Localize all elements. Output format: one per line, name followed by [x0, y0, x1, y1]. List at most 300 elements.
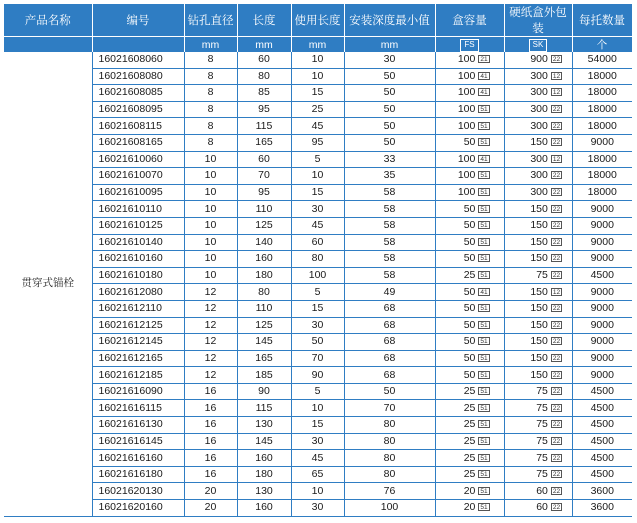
carton-type-badge-icon: 22	[552, 404, 561, 412]
box-type-badge-icon: 51	[480, 139, 488, 147]
table-row	[4, 101, 632, 118]
code-cell: 16021616115	[92, 400, 184, 417]
carton-value: 150	[530, 136, 548, 149]
box-qty-cell	[435, 184, 504, 201]
carton-type-badge-icon: 12	[552, 155, 561, 163]
carton-value: 150	[530, 368, 548, 381]
min-depth-cell: 49	[344, 284, 435, 301]
table-row	[4, 52, 632, 68]
pallet-cell: 18000	[572, 118, 632, 135]
table-row	[4, 300, 632, 317]
drill-diameter-cell: 10	[184, 251, 237, 268]
table-row	[4, 466, 632, 483]
carton-value: 75	[536, 418, 548, 431]
usable-length-cell: 15	[291, 300, 344, 317]
carton-value: 150	[530, 235, 548, 248]
usable-length-cell: 70	[291, 350, 344, 367]
header-usable-length: 使用长度	[291, 4, 344, 37]
box-type-badge-icon: 51	[480, 205, 488, 213]
box-type-badge-icon: 51	[480, 471, 488, 479]
box-qty-value: 100	[457, 86, 476, 99]
code-cell: 16021610140	[92, 234, 184, 251]
box-type-badge-icon: 21	[480, 56, 488, 64]
length-cell: 145	[237, 433, 291, 450]
drill-diameter-cell: 16	[184, 433, 237, 450]
carton-cell	[504, 466, 572, 483]
table-row	[4, 85, 632, 102]
code-cell: 16021616130	[92, 417, 184, 434]
box-qty-value: 100	[457, 186, 476, 199]
min-depth-cell: 76	[344, 483, 435, 500]
min-depth-cell: 58	[344, 184, 435, 201]
carton-type-badge-icon: 22	[552, 437, 561, 445]
min-depth-cell: 50	[344, 85, 435, 102]
carton-value: 150	[530, 219, 548, 232]
box-qty-cell	[435, 201, 504, 218]
min-depth-cell: 58	[344, 251, 435, 268]
box-qty-cell	[435, 466, 504, 483]
usable-length-cell: 5	[291, 383, 344, 400]
min-depth-cell: 68	[344, 300, 435, 317]
length-cell: 115	[237, 400, 291, 417]
unit-code	[92, 37, 184, 53]
unit-row	[4, 37, 632, 53]
table-row	[4, 400, 632, 417]
box-qty-value: 25	[463, 385, 476, 398]
table-row	[4, 134, 632, 151]
carton-value: 300	[530, 103, 548, 116]
carton-value: 75	[536, 401, 548, 414]
box-qty-cell	[435, 168, 504, 185]
code-cell: 16021612125	[92, 317, 184, 334]
table-row	[4, 317, 632, 334]
drill-diameter-cell: 8	[184, 118, 237, 135]
table-row	[4, 367, 632, 384]
table-row	[4, 483, 632, 500]
min-depth-cell: 100	[344, 500, 435, 517]
drill-diameter-cell: 12	[184, 284, 237, 301]
carton-type-badge-icon: 22	[552, 172, 561, 180]
carton-cell	[504, 134, 572, 151]
table-row	[4, 118, 632, 135]
length-cell: 95	[237, 184, 291, 201]
header-drill-diameter: 钻孔直径	[184, 4, 237, 37]
box-type-badge-icon: 51	[480, 106, 488, 114]
length-cell: 90	[237, 383, 291, 400]
carton-value: 150	[530, 202, 548, 215]
usable-length-cell: 30	[291, 433, 344, 450]
carton-type-badge-icon: 22	[552, 272, 561, 280]
usable-length-cell: 100	[291, 267, 344, 284]
carton-value: 900	[530, 53, 548, 66]
box-qty-value: 50	[463, 318, 476, 331]
carton-cell	[504, 52, 572, 68]
pallet-cell: 18000	[572, 85, 632, 102]
box-qty-cell	[435, 234, 504, 251]
pallet-cell: 9000	[572, 134, 632, 151]
table-row	[4, 500, 632, 517]
drill-diameter-cell: 20	[184, 500, 237, 517]
product-name-cell: 贯穿式锚栓	[4, 52, 92, 516]
pallet-cell: 3600	[572, 500, 632, 517]
code-cell: 16021610070	[92, 168, 184, 185]
carton-value: 300	[530, 69, 548, 82]
box-type-badge-icon: 51	[480, 454, 488, 462]
code-cell: 16021610095	[92, 184, 184, 201]
box-qty-cell	[435, 101, 504, 118]
carton-value: 75	[536, 468, 548, 481]
length-cell: 165	[237, 134, 291, 151]
carton-value: 75	[536, 385, 548, 398]
box-type-badge-icon: 51	[480, 238, 488, 246]
code-cell: 16021608080	[92, 68, 184, 85]
carton-cell	[504, 367, 572, 384]
min-depth-cell: 58	[344, 217, 435, 234]
carton-value: 75	[536, 434, 548, 447]
drill-diameter-cell: 12	[184, 350, 237, 367]
carton-type-badge-icon: 22	[552, 238, 561, 246]
carton-type-badge-icon: 22	[552, 321, 561, 329]
unit-length: mm	[237, 37, 291, 53]
pallet-cell: 9000	[572, 334, 632, 351]
drill-diameter-cell: 10	[184, 184, 237, 201]
code-cell: 16021620160	[92, 500, 184, 517]
pallet-cell: 18000	[572, 151, 632, 168]
usable-length-cell: 95	[291, 134, 344, 151]
pallet-cell: 4500	[572, 417, 632, 434]
box-type-badge-icon: 51	[480, 255, 488, 263]
carton-cell	[504, 85, 572, 102]
code-cell: 16021612165	[92, 350, 184, 367]
carton-value: 150	[530, 335, 548, 348]
code-cell: 16021612110	[92, 300, 184, 317]
length-cell: 130	[237, 417, 291, 434]
length-cell: 125	[237, 317, 291, 334]
length-cell: 160	[237, 450, 291, 467]
box-type-badge-icon: 51	[480, 189, 488, 197]
usable-length-cell: 15	[291, 184, 344, 201]
usable-length-cell: 25	[291, 101, 344, 118]
carton-type-badge-icon: 22	[552, 222, 561, 230]
box-qty-cell	[435, 300, 504, 317]
box-qty-value: 50	[463, 202, 476, 215]
box-qty-cell	[435, 417, 504, 434]
code-cell: 16021612185	[92, 367, 184, 384]
box-type-badge-icon: 51	[480, 388, 488, 396]
drill-diameter-cell: 10	[184, 168, 237, 185]
box-qty-value: 25	[463, 434, 476, 447]
min-depth-cell: 50	[344, 134, 435, 151]
pallet-cell: 18000	[572, 101, 632, 118]
min-depth-cell: 50	[344, 118, 435, 135]
min-depth-cell: 70	[344, 400, 435, 417]
usable-length-cell: 10	[291, 400, 344, 417]
box-qty-value: 50	[463, 136, 476, 149]
code-cell: 16021612080	[92, 284, 184, 301]
code-cell: 16021616160	[92, 450, 184, 467]
carton-cell	[504, 317, 572, 334]
drill-diameter-cell: 12	[184, 300, 237, 317]
usable-length-cell: 10	[291, 168, 344, 185]
code-cell: 16021610160	[92, 251, 184, 268]
table-row	[4, 284, 632, 301]
length-cell: 180	[237, 267, 291, 284]
min-depth-cell: 50	[344, 383, 435, 400]
table-row	[4, 417, 632, 434]
box-qty-value: 20	[463, 501, 476, 514]
pallet-cell: 9000	[572, 201, 632, 218]
box-qty-value: 100	[457, 103, 476, 116]
box-qty-cell	[435, 217, 504, 234]
box-qty-cell	[435, 85, 504, 102]
carton-cell	[504, 300, 572, 317]
min-depth-cell: 80	[344, 417, 435, 434]
box-qty-cell	[435, 284, 504, 301]
box-type-badge-icon: 51	[480, 437, 488, 445]
box-type-badge-icon: 51	[480, 371, 488, 379]
usable-length-cell: 10	[291, 52, 344, 68]
min-depth-cell: 68	[344, 350, 435, 367]
length-cell: 165	[237, 350, 291, 367]
header-carton: 硬纸盒外包装	[504, 4, 572, 37]
carton-type-badge-icon: 12	[552, 288, 561, 296]
box-qty-value: 50	[463, 285, 476, 298]
carton-value: 150	[530, 302, 548, 315]
pallet-cell: 4500	[572, 267, 632, 284]
min-depth-cell: 50	[344, 68, 435, 85]
carton-cell	[504, 101, 572, 118]
min-depth-cell: 80	[344, 466, 435, 483]
carton-cell	[504, 234, 572, 251]
code-cell: 16021620130	[92, 483, 184, 500]
drill-diameter-cell: 16	[184, 466, 237, 483]
box-qty-cell	[435, 350, 504, 367]
carton-value: 300	[530, 86, 548, 99]
box-qty-value: 25	[463, 269, 476, 282]
length-cell: 60	[237, 52, 291, 68]
carton-type-badge-icon: 22	[552, 189, 561, 197]
code-cell: 16021612145	[92, 334, 184, 351]
box-qty-value: 100	[457, 69, 476, 82]
carton-cell	[504, 450, 572, 467]
carton-cell	[504, 168, 572, 185]
carton-cell	[504, 251, 572, 268]
usable-length-cell: 45	[291, 217, 344, 234]
drill-diameter-cell: 10	[184, 267, 237, 284]
min-depth-cell: 50	[344, 101, 435, 118]
usable-length-cell: 65	[291, 466, 344, 483]
table-row	[4, 68, 632, 85]
pallet-cell: 4500	[572, 400, 632, 417]
length-cell: 110	[237, 300, 291, 317]
table-row	[4, 184, 632, 201]
drill-diameter-cell: 12	[184, 334, 237, 351]
carton-cell	[504, 383, 572, 400]
box-qty-cell	[435, 500, 504, 517]
box-qty-value: 100	[457, 152, 476, 165]
drill-diameter-cell: 8	[184, 134, 237, 151]
code-cell: 16021610180	[92, 267, 184, 284]
carton-type-badge-icon: 22	[552, 338, 561, 346]
drill-diameter-cell: 8	[184, 52, 237, 68]
usable-length-cell: 45	[291, 118, 344, 135]
header-min-depth: 安装深度最小值	[344, 4, 435, 37]
table-row	[4, 234, 632, 251]
min-depth-cell: 68	[344, 334, 435, 351]
min-depth-cell: 68	[344, 317, 435, 334]
pallet-cell: 4500	[572, 433, 632, 450]
carton-type-badge-icon: 22	[552, 371, 561, 379]
length-cell: 160	[237, 500, 291, 517]
box-type-badge-icon: 51	[480, 354, 488, 362]
carton-type-badge-icon: 22	[552, 106, 561, 114]
table-row	[4, 350, 632, 367]
usable-length-cell: 45	[291, 450, 344, 467]
carton-type-badge-icon: 22	[552, 255, 561, 263]
code-cell: 16021610110	[92, 201, 184, 218]
min-depth-cell: 35	[344, 168, 435, 185]
box-qty-cell	[435, 52, 504, 68]
length-cell: 145	[237, 334, 291, 351]
box-qty-value: 50	[463, 368, 476, 381]
table-row	[4, 450, 632, 467]
carton-type-badge-icon: 22	[552, 504, 561, 512]
min-depth-cell: 80	[344, 433, 435, 450]
carton-value: 150	[530, 285, 548, 298]
carton-type-badge-icon: 12	[552, 72, 561, 80]
carton-cell	[504, 267, 572, 284]
table-row	[4, 201, 632, 218]
usable-length-cell: 5	[291, 151, 344, 168]
carton-type-badge-icon: 22	[552, 487, 561, 495]
carton-type-badge-icon: 22	[552, 305, 561, 313]
carton-value: 75	[536, 269, 548, 282]
carton-cell	[504, 500, 572, 517]
drill-diameter-cell: 8	[184, 85, 237, 102]
usable-length-cell: 60	[291, 234, 344, 251]
header-code: 编号	[92, 4, 184, 37]
box-qty-cell	[435, 383, 504, 400]
drill-diameter-cell: 8	[184, 68, 237, 85]
drill-diameter-cell: 10	[184, 234, 237, 251]
usable-length-cell: 15	[291, 417, 344, 434]
carton-value: 150	[530, 318, 548, 331]
length-cell: 160	[237, 251, 291, 268]
box-qty-cell	[435, 433, 504, 450]
drill-diameter-cell: 16	[184, 400, 237, 417]
carton-cell	[504, 417, 572, 434]
box-qty-value: 100	[457, 53, 476, 66]
header-box-qty: 盒容量	[435, 4, 504, 37]
carton-cell	[504, 184, 572, 201]
carton-value: 150	[530, 252, 548, 265]
code-cell: 16021608095	[92, 101, 184, 118]
drill-diameter-cell: 10	[184, 151, 237, 168]
header-product-name: 产品名称	[4, 4, 92, 37]
carton-value: 300	[530, 152, 548, 165]
carton-type-badge-icon: 22	[552, 122, 561, 130]
carton-cell	[504, 400, 572, 417]
pallet-cell: 9000	[572, 367, 632, 384]
box-qty-value: 100	[457, 169, 476, 182]
carton-type-badge-icon: 22	[552, 139, 561, 147]
box-qty-cell	[435, 483, 504, 500]
code-cell: 16021608060	[92, 52, 184, 68]
box-type-badge-icon: 51	[480, 487, 488, 495]
carton-value: 75	[536, 451, 548, 464]
box-qty-cell	[435, 151, 504, 168]
carton-cell	[504, 68, 572, 85]
pallet-cell: 18000	[572, 184, 632, 201]
length-cell: 185	[237, 367, 291, 384]
box-type-badge-icon: 51	[480, 122, 488, 130]
table-header	[4, 4, 632, 52]
length-cell: 85	[237, 85, 291, 102]
box-qty-value: 50	[463, 252, 476, 265]
box-type-badge-icon: 51	[480, 321, 488, 329]
table-body	[4, 52, 632, 516]
usable-length-cell: 30	[291, 201, 344, 218]
code-cell: 16021608085	[92, 85, 184, 102]
box-qty-value: 50	[463, 351, 476, 364]
table-row	[4, 217, 632, 234]
length-cell: 60	[237, 151, 291, 168]
usable-length-cell: 50	[291, 334, 344, 351]
pallet-cell: 9000	[572, 217, 632, 234]
box-qty-value: 50	[463, 302, 476, 315]
box-qty-value: 50	[463, 219, 476, 232]
product-spec-sheet	[4, 4, 632, 519]
carton-type-badge-icon: 22	[552, 471, 561, 479]
box-qty-cell	[435, 317, 504, 334]
code-cell: 16021610060	[92, 151, 184, 168]
carton-type-badge-icon: 22	[552, 454, 561, 462]
drill-diameter-cell: 16	[184, 383, 237, 400]
length-cell: 110	[237, 201, 291, 218]
box-qty-value: 50	[463, 235, 476, 248]
carton-type-badge-icon: 22	[552, 56, 561, 64]
usable-length-cell: 15	[291, 85, 344, 102]
length-cell: 95	[237, 101, 291, 118]
box-type-badge-icon: 41	[480, 155, 488, 163]
length-cell: 115	[237, 118, 291, 135]
usable-length-cell: 5	[291, 284, 344, 301]
unit-carton	[504, 37, 572, 53]
table-row	[4, 251, 632, 268]
box-qty-value: 25	[463, 401, 476, 414]
box-type-badge-icon: 41	[480, 89, 488, 97]
pallet-cell: 9000	[572, 251, 632, 268]
drill-diameter-cell: 16	[184, 417, 237, 434]
code-cell: 16021610125	[92, 217, 184, 234]
usable-length-cell: 30	[291, 317, 344, 334]
carton-type-badge-icon: 22	[552, 421, 561, 429]
min-depth-cell: 30	[344, 52, 435, 68]
pallet-cell: 3600	[572, 483, 632, 500]
unit-pallet: 个	[572, 37, 632, 53]
usable-length-cell: 10	[291, 68, 344, 85]
pallet-cell: 18000	[572, 68, 632, 85]
drill-diameter-cell: 12	[184, 367, 237, 384]
pallet-cell: 9000	[572, 234, 632, 251]
carton-value: 60	[536, 501, 548, 514]
header-pallet: 每托数量	[572, 4, 632, 37]
carton-cell	[504, 217, 572, 234]
table-row	[4, 334, 632, 351]
length-cell: 80	[237, 68, 291, 85]
table-row	[4, 383, 632, 400]
min-depth-cell: 58	[344, 234, 435, 251]
